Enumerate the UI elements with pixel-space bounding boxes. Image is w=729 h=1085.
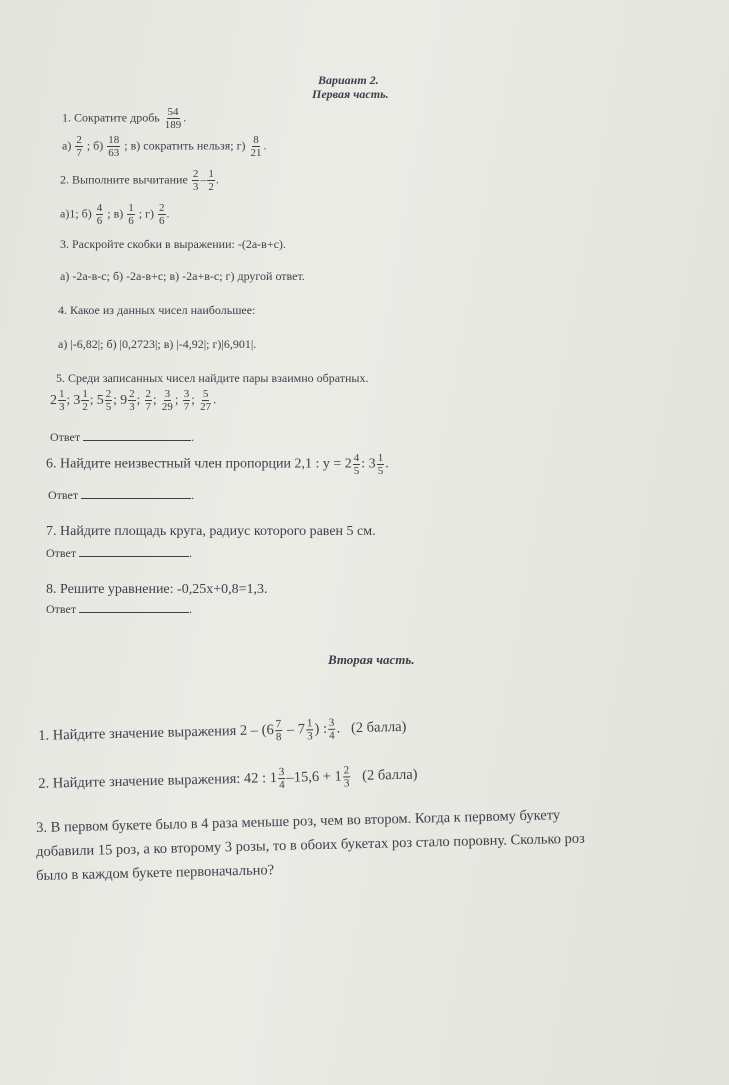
fraction: $\frac{3}{29}$ [161,388,173,413]
fraction: $\frac{1}{5}$ [377,452,384,477]
question-6: 6. Найдите неизвестный член пропорции 2,1 : y = 2 $\frac{4}{5}$ : 3 $\frac{1}{5}$ . [46,452,389,477]
fraction: $\frac{1}{2}$ [82,388,88,413]
mixed-number: 5 $\frac{2}{5}$ [96,388,112,413]
question-4-text: 4. Какое из данных чисел наибольшее: [58,303,256,317]
points-label: (2 балла) [361,766,418,784]
fraction: $\frac{1}{2}$ [208,168,214,193]
fraction: $\frac{8}{21}$ [250,134,262,159]
mixed-number: 2 $\frac{1}{3}$ [50,388,65,413]
fraction: $\frac{2}{3}$ [343,764,350,790]
mixed-number [198,388,213,413]
question-1-text: 1. Сократите дробь [62,110,160,125]
fraction: $\frac{3}{4}$ [278,765,285,792]
fraction: $\frac{1}{3}$ [59,388,65,413]
answer-line-8: Ответ . [46,602,193,616]
fraction: $\frac{4}{6}$ [96,202,103,227]
mixed-number: 9 $\frac{2}{3}$ [120,388,135,413]
question-8-text: 8. Решите уравнение: -0,25x+0,8=1,3. [46,582,268,597]
fraction: $\frac{2}{6}$ [159,202,165,227]
fraction: $\frac{2}{3}$ [192,168,199,193]
variant-title: Вариант 2. [318,73,379,87]
mixed-number [182,388,192,413]
fraction: $\frac{54}{189}$ [164,106,182,131]
mixed-number [160,388,175,413]
part2-task-3-line-1: 3. В первом букете было в 4 раза меньше роз, чем во втором. Когда к первому букету [36,807,561,836]
part2-title: Вторая часть. [328,652,415,667]
question-5-numbers: 2 $\frac{1}{3}$ ; 3 $\frac{1}{2}$ ; 5 $\frac{2}{5}$ ; 9 $\frac{2}{3}$ ; $\frac{2}{7}$ ; $\frac{3}{29}$ ; $\frac{3}{7}$ ; $\frac{5}{27}$ . [50,388,217,413]
answer-line-7: Ответ . [46,546,193,560]
question-2-text: 2. Выполните вычитание [60,172,188,187]
points-label: (2 балла) [350,718,407,737]
part2-task-1: 1. Найдите значение выражения 2 – (6 $\frac{7}{8}$ – 7 $\frac{1}{3}$ ) : $\frac{3}{4}$ . (2 балла) [38,716,407,744]
fraction: $\frac{2}{7}$ [145,388,151,413]
part2-task-2-text: 2. Найдите значение выражения: [38,770,241,792]
question-1-answers: а) $\frac{2}{7}$ ; б) $\frac{18}{63}$ ; в) сократить нельзя; г) $\frac{8}{21}$ . [62,134,267,159]
question-3-answers: а) -2а-в-с; б) -2а-в+с; в) -2а+в-с; г) другой ответ. [60,269,305,283]
part2-task-3-line-3: было в каждом букете первоначально? [36,862,275,884]
fraction: $\frac{1}{3}$ [306,717,313,743]
answer-line-5: Ответ . [50,430,195,444]
question-1: 1. Сократите дробь $\frac{54}{189}$ . [62,106,187,131]
fraction: $\frac{2}{5}$ [105,388,112,413]
question-3-text: 3. Раскройте скобки в выражении: -(2а-в+с). [60,237,286,251]
fraction: $\frac{7}{8}$ [275,718,282,744]
part2-task-2: 2. Найдите значение выражения: 42 : 1 $\frac{3}{4}$ –15,6 + 1 $\frac{2}{3}$ (2 балла) [38,764,418,792]
question-7-text: 7. Найдите площадь круга, радиус которого равен 5 см. [46,524,376,539]
fraction: $\frac{2}{3}$ [129,388,135,413]
question-2: 2. Выполните вычитание $\frac{2}{3}$ – $\frac{1}{2}$ . [60,168,219,193]
question-6-text: 6. Найдите неизвестный член пропорции 2,1 : y = 2 [46,456,352,472]
answer-line-6: Ответ . [48,488,195,502]
part1-title: Первая часть. [312,87,389,101]
fraction: $\frac{18}{63}$ [108,134,120,159]
mixed-number [144,388,154,413]
fraction: $\frac{2}{7}$ [76,134,82,159]
part2-task-3-line-2: добавили 15 роз, а ко второму 3 розы, то в обоих букетах роз стало поровну. Сколько роз [36,830,585,860]
question-2-answers: а)1; б) $\frac{4}{6}$ ; в) $\frac{1}{6}$ ; г) $\frac{2}{6}$ . [60,202,170,227]
fraction: $\frac{5}{27}$ [200,388,212,413]
part2-task-1-text: 1. Найдите значение выражения [38,722,237,744]
question-5-text: 5. Среди записанных чисел найдите пары взаимно обратных. [56,371,369,385]
fraction: $\frac{1}{6}$ [128,202,134,227]
mixed-number: 3 $\frac{1}{2}$ [73,388,88,413]
fraction: $\frac{4}{5}$ [353,452,360,477]
question-4-answers: а) |-6,82|; б) |0,2723|; в) |-4,92|; г)|6,901|. [58,337,257,351]
fraction: $\frac{3}{7}$ [183,388,190,413]
fraction: $\frac{3}{4}$ [328,716,335,742]
